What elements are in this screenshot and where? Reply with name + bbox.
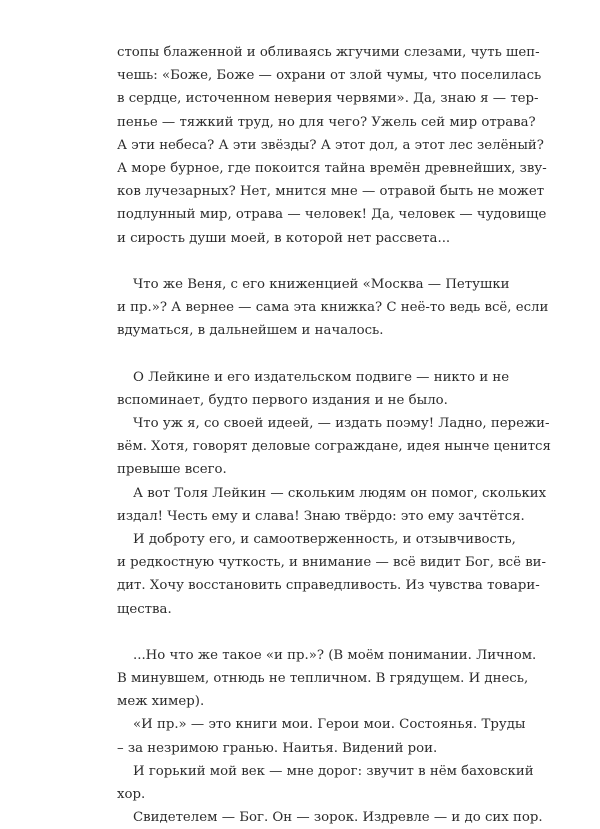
text-line: издал! Честь ему и слава! Знаю твёрдо: это ему зачтётся. <box>117 508 525 524</box>
text-line: чешь: «Боже, Боже — охрани от злой чумы, что поселилась <box>117 68 542 84</box>
text-line: ...Но что же такое «и пр.»? (В моём понимании. Личном. <box>133 647 537 663</box>
text-line: дит. Хочу восстановить справедливость. Из чувства товари- <box>117 578 540 594</box>
paragraph <box>117 273 549 343</box>
paragraph <box>117 366 510 412</box>
text-line: и сирость души моей, в которой нет рассвета... <box>117 230 451 246</box>
text-line: меж химер). <box>117 694 205 710</box>
text-line: подлунный мир, отрава — человек! Да, человек — чудовище <box>117 207 547 223</box>
paragraph <box>117 412 551 482</box>
text-line: щества. <box>117 601 172 617</box>
text-line: вспоминает, будто первого издания и не было. <box>117 392 448 408</box>
text-line: вдуматься, в дальнейшем и началось. <box>117 323 384 339</box>
text-line: О Лейкине и его издательском подвиге — никто и не <box>133 369 510 385</box>
text-line: вём. Хотя, говорят деловые сограждане, идея нынче ценится <box>117 439 551 455</box>
text-line: Что же Веня, с его книженцией «Москва — Петушки <box>133 276 510 292</box>
text-line: Свидетелем — Бог. Он — зорок. Издревле — и до сих пор. <box>133 810 543 826</box>
text-line: А море бурное, где покоится тайна времён древнейших, зву- <box>117 160 547 176</box>
paragraph <box>117 41 547 250</box>
text-line: хор. <box>117 787 146 802</box>
text-line: превыше всего. <box>117 462 227 478</box>
paragraph <box>117 528 547 621</box>
text-line: А эти небеса? А эти звёзды? А этот дол, а этот лес зелёный? <box>117 137 544 153</box>
text-line: и пр.»? А вернее — сама эта книжка? С неё-то ведь всё, если <box>117 300 549 316</box>
section-gap <box>117 250 501 273</box>
text-line: пенье — тяжкий труд, но для чего? Ужель сей мир отрава? <box>117 114 536 130</box>
paragraph <box>117 713 526 759</box>
text-line: А вот Толя Лейкин — скольким людям он помог, скольких <box>133 485 547 501</box>
text-line: стопы блаженной и обливаясь жгучими слезами, чуть шеп- <box>117 45 540 60</box>
paragraph <box>117 806 543 829</box>
paragraph <box>117 482 547 528</box>
text-line: и редкостную чуткость, и внимание — всё видит Бог, всё ви- <box>117 555 547 571</box>
section-gap <box>117 621 501 644</box>
text-line: И доброту его, и самоотверженность, и отзывчивость, <box>133 531 516 547</box>
text-line: – за незримою гранью. Наитья. Видений рои. <box>117 740 438 756</box>
paragraph <box>117 644 537 714</box>
section-gap <box>117 342 501 365</box>
book-page <box>117 41 551 829</box>
text-line: «И пр.» — это книги мои. Герои мои. Состоянья. Труды <box>133 717 526 733</box>
text-line: В минувшем, отнюдь не тепличном. В грядущем. И днесь, <box>117 671 529 687</box>
text-line: ков лучезарных? Нет, мнится мне — отравой быть не может <box>117 184 545 200</box>
text-line: в сердце, источенном неверия червями». Да, знаю я — тер- <box>117 91 539 107</box>
text-line: И горький мой век — мне дорог: звучит в нём баховский <box>133 763 534 779</box>
text-line: Что уж я, со своей идеей, — издать поэму! Ладно, пережи- <box>133 416 550 431</box>
paragraph <box>117 760 534 806</box>
